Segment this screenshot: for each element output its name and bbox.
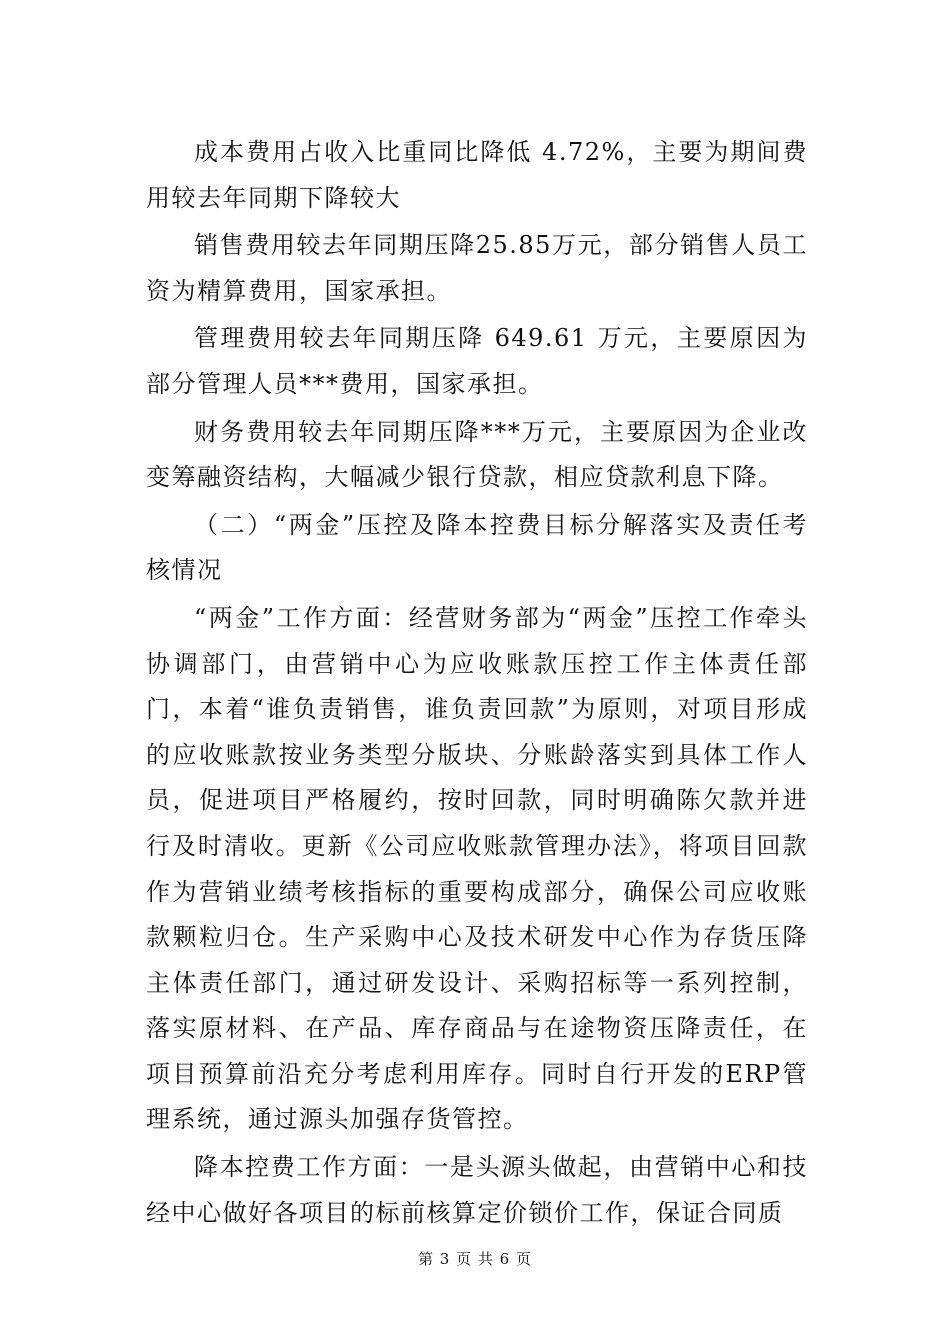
document-body (146, 130, 808, 1238)
paragraph-management-expense: 管理费用较去年同期压降 649.61 万元，主要原因为部分管理人员***费用，国家承担。 (146, 324, 808, 398)
paragraph-cost-reduction: 降本控费工作方面：一是头源头做起，由营销中心和技经中心做好各项目的标前核算定价锁价工作，保证合同质 (146, 1153, 808, 1227)
page-number: 第 3 页 共 6 页 (418, 1250, 532, 1268)
paragraph-two-funds: “两金”工作方面：经营财务部为“两金”压控工作牵头协调部门，由营销中心为应收账款压控工作主体责任部门，本着“谁负责销售，谁负责回款”为原则，对项目形成的应收账款按业务类型分版块、分账龄落实到具体工作人员，促进项目严格履约，按时回款，同时明确陈欠款并进行及时清收。更新《公司应收账款管理办法》，将项目回款作为营销业绩考核指标的重要构成部分，确保公司应收账款颗粒归仓。生产采购中心及技术研发中心作为存货压降主体责任部门，通过研发设计、采购招标等一系列控制，落实原材料、在产品、库存商品与在途物资压降责任，在项目预算前沿充分考虑利用库存。同时自行开发的ERP管理系统，通过源头加强存货管控。 (146, 603, 808, 1134)
paragraph-sales-expense: 销售费用较去年同期压降25.85万元，部分销售人员工资为精算费用，国家承担。 (146, 231, 808, 305)
section-heading: （二）“两金”压控及降本控费目标分解落实及责任考核情况 (146, 510, 808, 585)
paragraph-cost-ratio: 成本费用占收入比重同比降低 4.72%，主要为期间费用较去年同期下降较大 (146, 138, 808, 212)
paragraph-financial-expense: 财务费用较去年同期压降***万元，主要原因为企业改变筹融资结构，大幅减少银行贷款，相应贷款利息下降。 (146, 417, 808, 492)
page-footer (0, 1248, 950, 1269)
